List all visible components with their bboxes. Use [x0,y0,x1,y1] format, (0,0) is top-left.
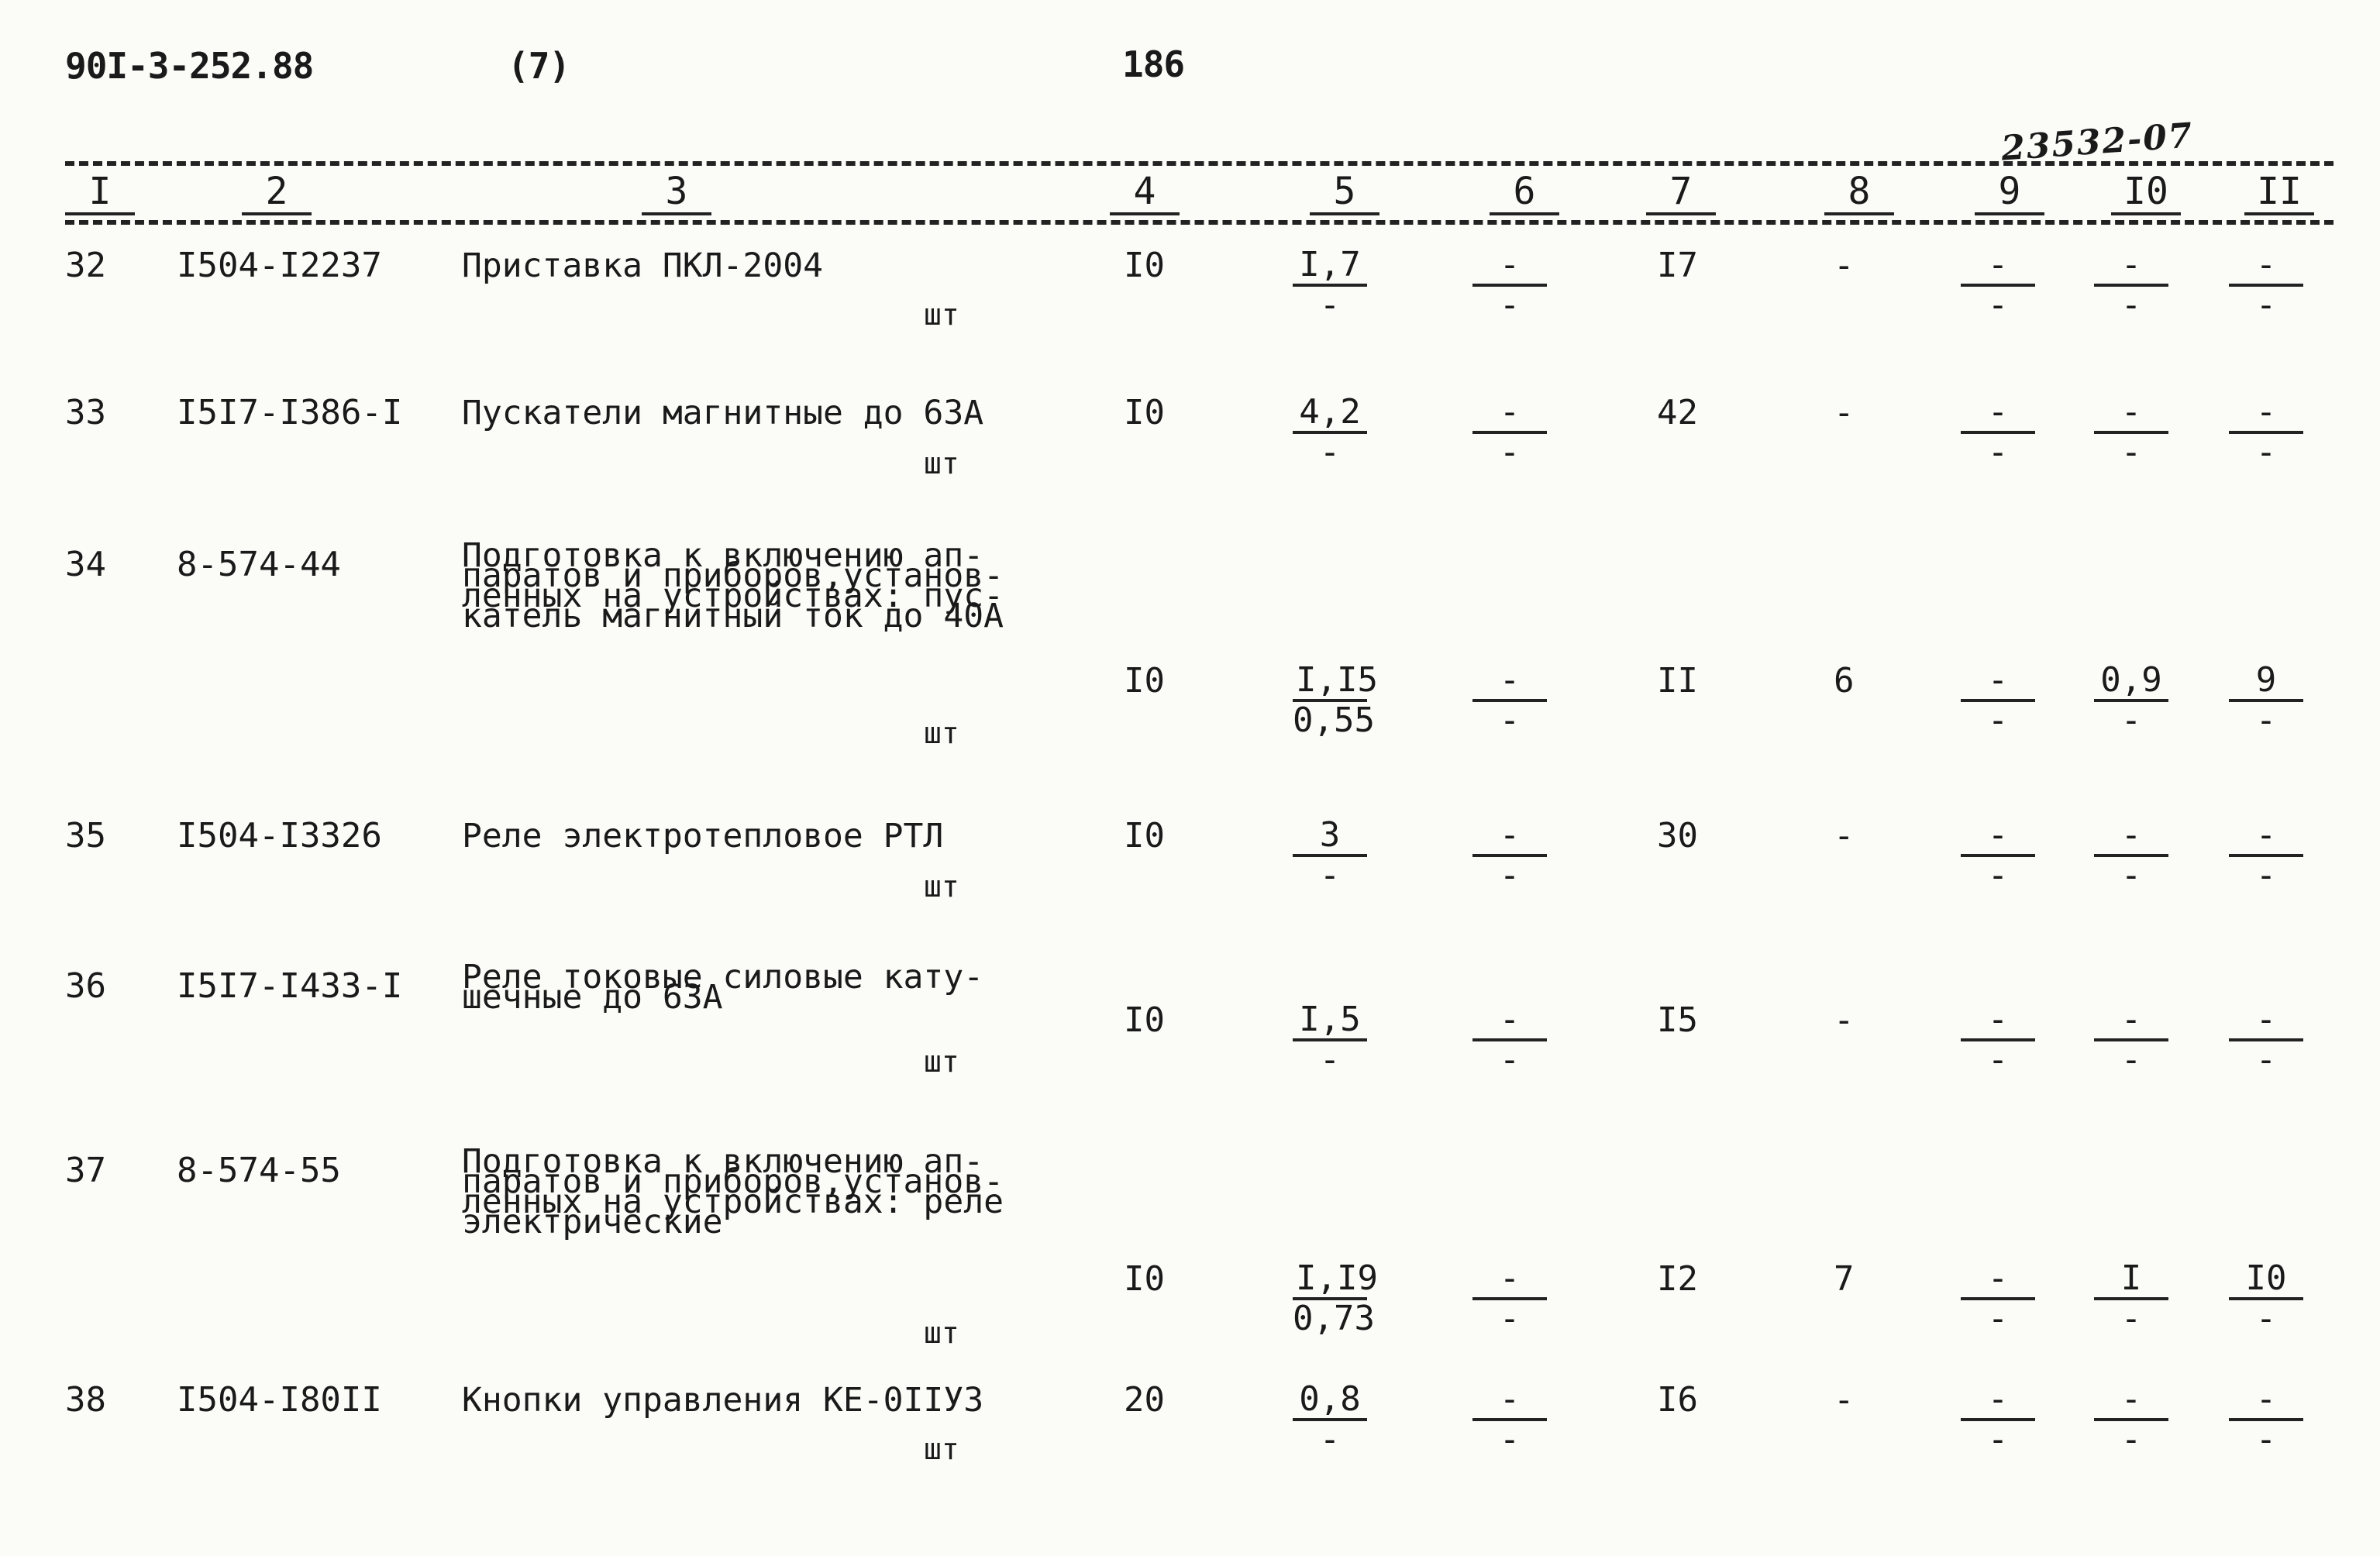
fraction-cell [1961,1001,2035,1079]
fraction-numerator: - [1961,1260,2035,1300]
fraction-numerator: I [2094,1260,2168,1300]
fraction-numerator: - [2229,1381,2303,1421]
fraction-cell [2094,1001,2168,1079]
fraction-numerator: I,5 [1293,1001,1367,1041]
column-header: I0 [2111,172,2181,215]
fraction-cell [1293,1381,1367,1458]
fraction-cell [1961,662,2035,739]
fraction-cell [1472,394,1547,471]
fraction-numerator: - [2094,246,2168,287]
total-cell: 42 [1657,393,1698,432]
fraction-denominator: - [1499,701,1521,740]
fraction-denominator: - [1987,1040,2009,1079]
fraction-denominator: - [1499,1299,1521,1338]
quantity-cell: I0 [1124,816,1165,855]
fraction-denominator: - [2255,1299,2277,1338]
row-description: Реле токовые силовые кату- шечные до 63А [462,958,984,1017]
fraction-numerator: - [1472,246,1547,287]
unit-label: шт [924,298,959,332]
fraction-denominator: - [1319,1420,1341,1459]
total-cell: 30 [1657,816,1698,855]
page-number: 186 [1122,43,1185,85]
fraction-numerator: I0 [2229,1260,2303,1300]
col8-cell: - [1834,1000,1855,1040]
total-cell: I7 [1657,246,1698,285]
handwritten-note: 23532-07 [1999,115,2196,169]
fraction-denominator: - [1319,1040,1341,1079]
fraction-denominator: - [2120,285,2142,325]
fraction-denominator: - [2120,1299,2142,1338]
fraction-numerator: - [1472,1001,1547,1041]
fraction-denominator: - [1987,285,2009,325]
fraction-cell [1472,1381,1547,1458]
row-number: 37 [65,1151,106,1190]
fraction-denominator: - [1499,1040,1521,1079]
quantity-cell: I0 [1124,1259,1165,1299]
fraction-cell [1293,1001,1367,1079]
column-header: II [2244,172,2314,215]
col8-cell: - [1834,816,1855,855]
column-header: 9 [1975,172,2044,215]
fraction-denominator: - [1987,1299,2009,1338]
fraction-cell [2229,394,2303,471]
row-number: 33 [65,393,106,432]
fraction-denominator: - [2255,285,2277,325]
fraction-denominator: - [1987,432,2009,472]
fraction-numerator: I,7 [1293,246,1367,287]
col8-cell: - [1834,393,1855,432]
column-header: I [65,172,135,215]
fraction-cell [2229,1001,2303,1079]
total-cell: II [1657,661,1698,701]
fraction-numerator: - [1472,662,1547,702]
fraction-denominator: 0,73 [1293,1299,1375,1338]
row-number: 38 [65,1380,106,1420]
quantity-cell: 20 [1124,1380,1165,1420]
fraction-numerator: 3 [1293,817,1367,857]
fraction-numerator: - [2094,394,2168,434]
row-description: Пускатели магнитные до 63А [462,394,984,432]
row-description: Кнопки управления КЕ-0IIУ3 [462,1381,984,1420]
fraction-denominator: - [1319,285,1341,325]
quantity-cell: I0 [1124,1000,1165,1040]
fraction-numerator: - [2229,394,2303,434]
rate-code: I5I7-I433-I [177,966,403,1006]
fraction-cell [2229,662,2303,739]
fraction-numerator: - [2094,817,2168,857]
fraction-numerator: - [2094,1001,2168,1041]
row-description: Реле электротепловое РТЛ [462,817,944,855]
total-cell: I6 [1657,1380,1698,1420]
fraction-numerator: - [1472,394,1547,434]
fraction-cell [1961,246,2035,324]
fraction-cell [2094,1260,2168,1337]
fraction-cell [1293,1258,1378,1338]
header-top-rule [65,161,2334,166]
fraction-cell [1472,662,1547,739]
fraction-cell [1293,394,1367,471]
rate-code: I5I7-I386-I [177,393,403,432]
fraction-denominator: - [1987,1420,2009,1459]
fraction-denominator: - [2120,1420,2142,1459]
fraction-denominator: 0,55 [1293,701,1375,740]
fraction-numerator: - [2094,1381,2168,1421]
document-code: 90I-3-252.88 [65,45,314,87]
unit-label: шт [924,1045,959,1079]
row-description: Приставка ПКЛ-2004 [462,246,823,285]
column-header: 7 [1646,172,1716,215]
row-number: 36 [65,966,106,1006]
fraction-numerator: 4,2 [1293,394,1367,434]
column-header: 3 [642,172,711,215]
col8-cell: - [1834,246,1855,285]
fraction-denominator: - [2120,1040,2142,1079]
fraction-cell [1293,660,1378,740]
fraction-cell [2094,1381,2168,1458]
unit-label: шт [924,869,959,904]
fraction-numerator: - [1472,1260,1547,1300]
fraction-cell [1961,1260,2035,1337]
fraction-cell [2094,817,2168,894]
fraction-cell [2094,394,2168,471]
fraction-cell [1293,246,1367,324]
fraction-numerator: - [1472,1381,1547,1421]
fraction-cell [1961,1381,2035,1458]
fraction-numerator: - [1961,662,2035,702]
fraction-denominator: - [2255,855,2277,895]
fraction-numerator: - [1472,817,1547,857]
fraction-denominator: - [2255,432,2277,472]
rate-code: 8-574-44 [177,545,341,584]
fraction-cell [2094,662,2168,739]
column-header: 8 [1824,172,1894,215]
fraction-numerator: 0,8 [1293,1381,1367,1421]
fraction-cell [1472,817,1547,894]
row-number: 32 [65,246,106,285]
fraction-denominator: - [1987,701,2009,740]
col8-cell: 6 [1834,661,1855,701]
row-description: Подготовка к включению ап- паратов и приборов,установ- ленных на устройствах: реле электрические [462,1142,1004,1241]
fraction-cell [2229,246,2303,324]
fraction-numerator: - [1961,817,2035,857]
rate-code: 8-574-55 [177,1151,341,1190]
fraction-numerator: - [1961,394,2035,434]
row-number: 35 [65,816,106,855]
quantity-cell: I0 [1124,393,1165,432]
fraction-cell [1472,246,1547,324]
fraction-numerator: - [1961,246,2035,287]
fraction-denominator: - [2120,855,2142,895]
column-header: 6 [1490,172,1559,215]
column-header: 5 [1310,172,1379,215]
fraction-cell [1293,817,1367,894]
fraction-denominator: - [1319,432,1341,472]
fraction-cell [1472,1260,1547,1337]
unit-label: шт [924,716,959,750]
quantity-cell: I0 [1124,246,1165,285]
fraction-denominator: - [1499,1420,1521,1459]
quantity-cell: I0 [1124,661,1165,701]
fraction-denominator: - [1499,855,1521,895]
fraction-numerator: 0,9 [2094,662,2168,702]
unit-label: шт [924,1316,959,1350]
rate-code: I504-I3326 [177,816,382,855]
fraction-numerator: - [2229,1001,2303,1041]
fraction-numerator: - [2229,817,2303,857]
fraction-denominator: - [2255,701,2277,740]
fraction-numerator: I,I5 [1293,662,1367,702]
fraction-denominator: - [1499,285,1521,325]
total-cell: I2 [1657,1259,1698,1299]
fraction-numerator: I,I9 [1293,1260,1367,1300]
unit-label: шт [924,446,959,480]
fraction-denominator: - [1319,855,1341,895]
fraction-numerator: - [2229,246,2303,287]
row-description: Подготовка к включению ап- паратов и приборов,установ- ленных на устройствах: пус- катель магнитный ток до 40А [462,536,1004,635]
fraction-cell [2229,817,2303,894]
row-number: 34 [65,545,106,584]
total-cell: I5 [1657,1000,1698,1040]
fraction-cell [1961,817,2035,894]
fraction-numerator: - [1961,1381,2035,1421]
fraction-denominator: - [1987,855,2009,895]
fraction-denominator: - [2255,1420,2277,1459]
fraction-cell [1961,394,2035,471]
col8-cell: 7 [1834,1259,1855,1299]
rate-code: I504-I2237 [177,246,382,285]
fraction-denominator: - [2255,1040,2277,1079]
sheet-number: (7) [508,45,570,87]
fraction-cell [2229,1381,2303,1458]
rate-code: I504-I80II [177,1380,382,1420]
fraction-denominator: - [1499,432,1521,472]
header-bottom-rule [65,220,2334,225]
column-header: 4 [1110,172,1180,215]
fraction-cell [2229,1260,2303,1337]
column-header: 2 [242,172,312,215]
col8-cell: - [1834,1380,1855,1420]
fraction-cell [1472,1001,1547,1079]
fraction-numerator: 9 [2229,662,2303,702]
fraction-denominator: - [2120,701,2142,740]
unit-label: шт [924,1432,959,1466]
fraction-numerator: - [1961,1001,2035,1041]
fraction-denominator: - [2120,432,2142,472]
fraction-cell [2094,246,2168,324]
